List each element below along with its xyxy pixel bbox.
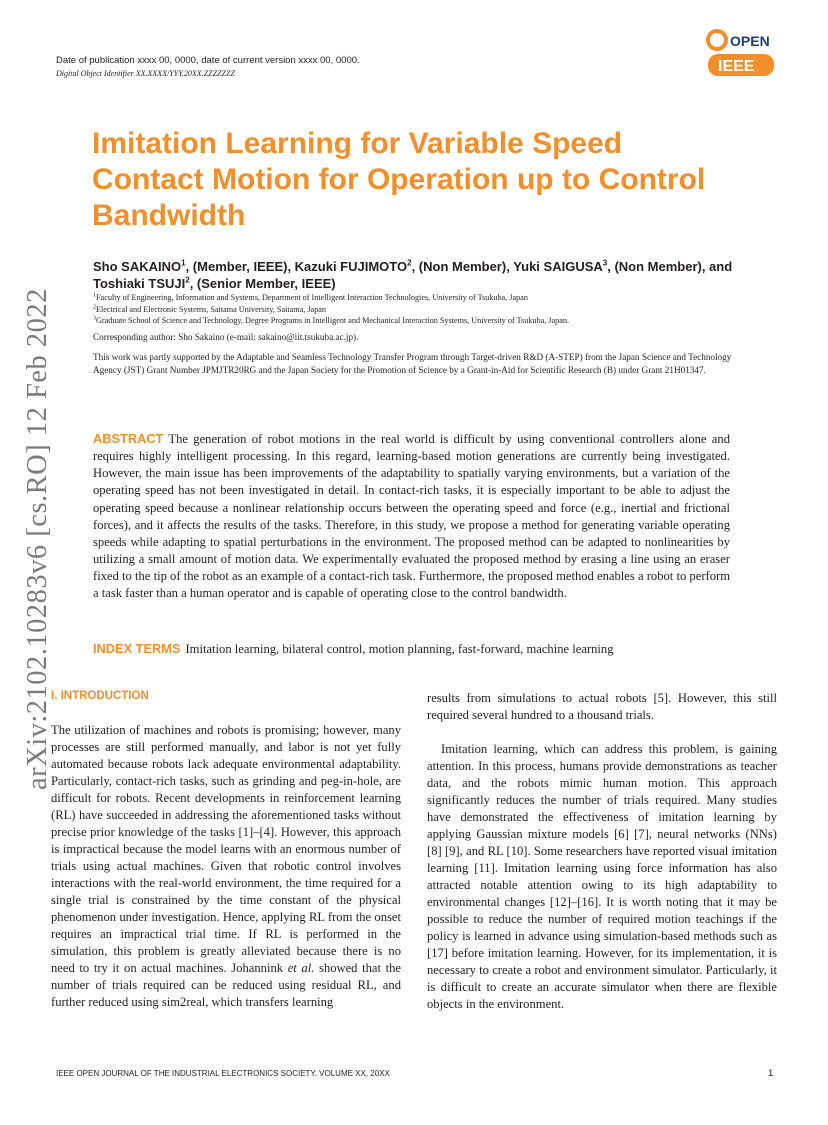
intro-etal: et al.	[287, 961, 315, 975]
author-name: Kazuki FUJIMOTO	[294, 259, 408, 274]
ieee-open-logo	[704, 26, 778, 82]
section-heading: I. INTRODUCTION	[51, 690, 149, 702]
author-list	[93, 258, 743, 292]
intro-paragraph-text: The utilization of machines and robots is promising; however, many processes are still performed manually, and labor is not yet fully automated because robots lack adequate environmental adaptability. Particularly, contact-rich tasks, such as grinding and peg-in-hole, are difficult for robots. Recent developments in reinforcement learning (RL) have succeeded in addressing the aforementioned tasks without precise prior knowledge of the tasks [1]–[4]. However, this approach is impractical because the model learns with an enormous number of trials using actual machines. Given that robotic control involves interactions with the real-world environment, the time required for a single trial is constrained by the time constant of the physical phenomenon under investigation. Hence, applying RL from the onset requires an impractical trial time. If RL is performed in the simulation, this problem is greatly alleviated because there is no need to try it on actual machines. Johannink	[51, 723, 401, 975]
intro-paragraph-text: showed that the number of trials required can be reduced using residual RL, and further reduced using sim2real, which transfers learning	[51, 961, 401, 1009]
intro-column-right-continued: results from simulations to actual robots [5]. However, this still required several hundred to a thousand trials.	[427, 691, 777, 722]
affiliation-line	[93, 292, 753, 304]
affiliation-text: Electrical and Electronic Systems, Saitama University, Saitama, Japan	[96, 304, 327, 314]
author-affil-sup: 1	[181, 258, 186, 268]
author-name: Yuki SAIGUSA	[513, 259, 603, 274]
abstract	[93, 430, 730, 603]
author-affil-sup: 2	[185, 275, 190, 285]
corresponding-author: Corresponding author: Sho Sakaino (e-mail: sakaino@iit.tsukuba.ac.jp).	[93, 332, 359, 342]
logo-ring-mark	[708, 31, 726, 49]
index-terms	[93, 641, 753, 657]
affiliation-sup: 1	[93, 292, 96, 299]
affiliation-line	[93, 304, 753, 316]
intro-column-left	[51, 722, 401, 1011]
affiliation-line	[93, 315, 753, 327]
author-role: , (Senior Member, IEEE)	[189, 276, 336, 291]
affiliation-text: Graduate School of Science and Technology, Degree Programs in Intelligent and Mechanical Interaction Systems, University of Tsukuba, Japan.	[96, 316, 569, 325]
publication-date: Date of publication xxxx 00, 0000, date of current version xxxx 00, 0000.	[56, 55, 360, 66]
journal-footer: IEEE OPEN JOURNAL OF THE INDUSTRIAL ELECTRONICS SOCIETY. VOLUME XX, 20XX	[56, 1069, 390, 1078]
author-affil-sup: 3	[602, 258, 608, 268]
author-role: , (Non Member),	[411, 259, 514, 274]
affiliation-text: Faculty of Engineering, Information and Systems, Department of Intelligent Interaction Technologies, University of Tsukuba, Japan	[96, 293, 528, 302]
affiliation-sup: 2	[93, 303, 96, 310]
author-affil-sup: 2	[407, 258, 412, 268]
author-name: Sho SAKAINO	[93, 259, 182, 274]
logo-text-open: OPEN	[730, 33, 770, 49]
affiliation-sup: 3	[93, 315, 96, 322]
funding-note: This work was partly supported by the Adaptable and Seamless Technology Transfer Program through Target-driven R&D (A-STEP) from the Japan Science and Technology Agency (JST) Grant Number JPMJTR20RG and the Japan Society for the Promotion of Science by a Grant-in-Aid for Scientific Research (B) under Grant 21H01347.	[93, 352, 732, 375]
index-terms-text: Imitation learning, bilateral control, motion planning, fast-forward, machine learning	[185, 642, 614, 656]
index-terms-label: INDEX TERMS	[93, 641, 181, 656]
author-role: , (Non Member), and	[607, 259, 733, 274]
affiliations	[93, 292, 753, 327]
doi-line: Digital Object Identifier XX.XXXX/YYY.20XX.ZZZZZZZ	[56, 69, 235, 78]
paper-title: Imitation Learning for Variable Speed Contact Motion for Operation up to Control Bandwidth	[92, 127, 706, 232]
abstract-label: ABSTRACT	[93, 431, 164, 446]
intro-column-right-paragraph: Imitation learning, which can address this problem, is gaining attention. In this process, humans provide demonstrations as teacher data, and the robots mimic human motion. This approach significantly reduces the number of trials required. Many studies have demonstrated the effectiveness of imitation learning by applying Gaussian mixture models [6] [7], neural networks (NNs) [8] [9], and RL [10]. Some researchers have reported visual imitation learning [11]. Imitation learning using force information has also attracted notable attention owing to its high adaptability to environmental changes [12]–[16]. It is worth noting that it may be possible to reduce the number of required motion teachings if the policy is learned in advance using simulation-based methods such as [17] before imitation learning. However, for its implementation, it is necessary to create a robot and environment simulator. Particularly, it is difficult to create an accurate simulator when there are flexible objects in the environment.	[427, 742, 777, 1011]
abstract-text: The generation of robot motions in the real world is difficult by using conventional controllers alone and requires highly intelligent processing. In this regard, learning-based motion generations are currently being investigated. However, the main issue has been improvements of the adaptability to spatially varying environments, but a variation of the operating speed has not been investigated in detail. In contact-rich tasks, it is especially important to be able to adjust the operating speed because a nonlinear relationship occurs between the operating speed and force (e.g., inertial and frictional forces), and it affects the results of the tasks. Therefore, in this study, we propose a method for generating variable operating speeds while adapting to spatial perturbations in the environment. The proposed method can be adapted to nonlinearities by utilizing a small amount of motion data. We experimentally evaluated the proposed method by erasing a line using an eraser fixed to the tip of the robot as an example of a contact-rich task. Furthermore, the proposed method enables a robot to perform a task faster than a human operator and is capable of operating close to the control bandwidth.	[93, 432, 730, 601]
arxiv-stamp: arXiv:2102.10283v6 [cs.RO] 12 Feb 2022	[22, 288, 53, 790]
author-role: , (Member, IEEE),	[185, 259, 295, 274]
page-number: 1	[768, 1068, 774, 1079]
author-name: Toshiaki TSUJI	[93, 276, 186, 291]
logo-text-ieee: IEEE	[718, 58, 755, 75]
